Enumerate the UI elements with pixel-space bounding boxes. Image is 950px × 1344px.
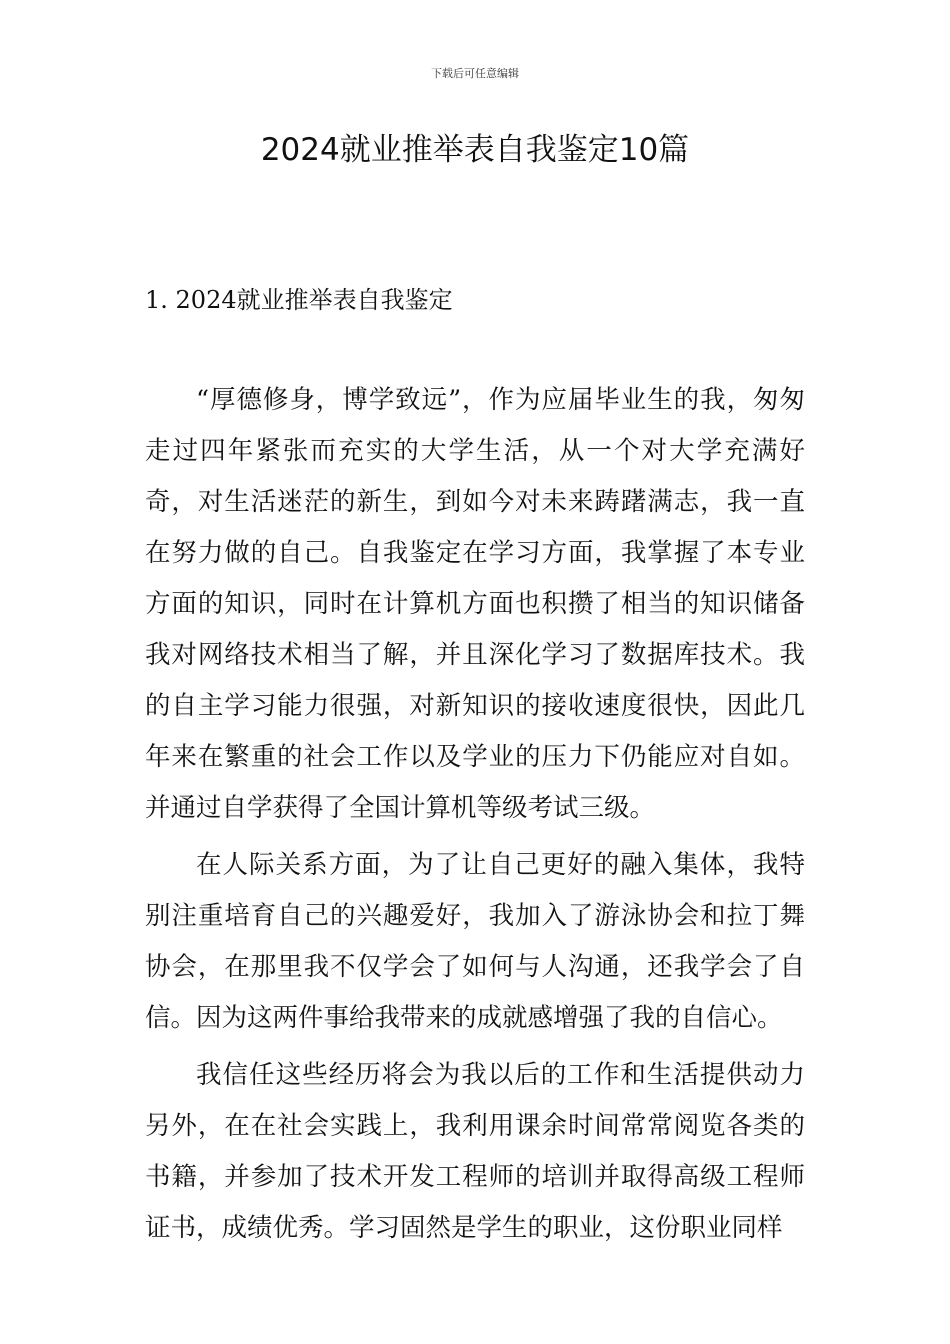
- body-paragraph: 我信任这些经历将会为我以后的工作和生活提供动力另外，在在社会实践上，我利用课余时间常常阅览各类的书籍，并参加了技术开发工程师的培训并取得高级工程师证书，成绩优秀。学习固然是学生的职业，这份职业同样: [145, 1060, 805, 1243]
- header-note: 下载后可任意编辑: [431, 67, 519, 80]
- body-paragraph: “厚德修身，博学致远”，作为应届毕业生的我，匆匆走过四年紧张而充实的大学生活，从一个对大学充满好奇，对生活迷茫的新生，到如今对未来踌躇满志，我一直在努力做的自己。自我鉴定在学习方面，我掌握了本专业方面的知识，同时在计算机方面也积攒了相当的知识储备我对网络技术相当了解，并且深化学习了数据库技术。我的自主学习能力很强，对新知识的接收速度很快，因此几年来在繁重的社会工作以及学业的压力下仍能应对自如。并通过自学获得了全国计算机等级考试三级。: [145, 385, 805, 823]
- document-title: 2024就业推举表自我鉴定10篇: [260, 132, 690, 168]
- document-body: [145, 375, 805, 1254]
- body-paragraph: 在人际关系方面，为了让自己更好的融入集体，我特别注重培育自己的兴趣爱好，我加入了游泳协会和拉丁舞协会，在那里我不仅学会了如何与人沟通，还我学会了自信。因为这两件事给我带来的成就感增强了我的自信心。: [145, 850, 805, 1033]
- section-heading: 1. 2024就业推举表自我鉴定: [145, 286, 453, 314]
